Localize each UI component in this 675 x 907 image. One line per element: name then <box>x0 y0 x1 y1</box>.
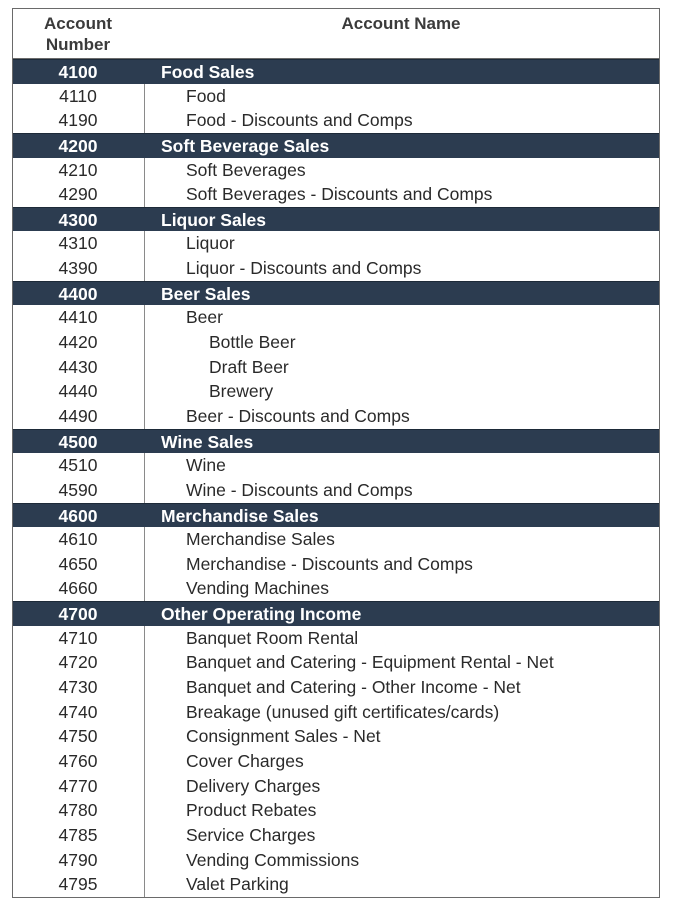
account-name: Draft Beer <box>209 356 289 377</box>
account-number: 4780 <box>58 800 98 821</box>
account-number: 4420 <box>58 332 98 353</box>
account-name: Beer - Discounts and Comps <box>186 405 410 426</box>
account-name: Vending Machines <box>186 578 330 599</box>
account-number: 4650 <box>58 553 98 574</box>
account-row <box>13 330 659 355</box>
account-name: Consignment Sales - Net <box>186 726 381 747</box>
account-row <box>13 749 659 774</box>
account-row <box>13 552 659 577</box>
account-row <box>13 379 659 404</box>
account-name: Wine - Discounts and Comps <box>186 479 413 500</box>
chart-of-accounts-table <box>12 8 660 898</box>
account-number: 4770 <box>58 775 98 796</box>
account-number: 4490 <box>58 405 98 426</box>
account-number: 4790 <box>58 849 98 870</box>
account-number-header-line1: Account <box>44 14 112 33</box>
account-number: 4390 <box>58 258 98 279</box>
account-name: Product Rebates <box>186 800 317 821</box>
account-name: Soft Beverages <box>186 159 306 180</box>
account-name: Merchandise - Discounts and Comps <box>186 553 473 574</box>
account-number: 4400 <box>58 283 98 304</box>
account-name: Food Sales <box>161 62 255 82</box>
account-number: 4110 <box>59 85 97 106</box>
account-row <box>13 700 659 725</box>
account-number: 4750 <box>58 726 98 747</box>
account-name: Vending Commissions <box>186 849 360 870</box>
account-name: Liquor - Discounts and Comps <box>186 258 422 279</box>
account-row <box>13 478 659 503</box>
account-row <box>13 798 659 823</box>
account-row <box>13 231 659 256</box>
account-row <box>13 404 659 429</box>
account-name: Soft Beverage Sales <box>161 135 330 156</box>
account-row <box>13 576 659 601</box>
account-number: 4190 <box>58 110 98 131</box>
account-row <box>13 872 659 897</box>
account-name: Service Charges <box>186 824 316 845</box>
account-number: 4300 <box>58 209 98 230</box>
account-name: Wine Sales <box>161 431 254 452</box>
account-number: 4730 <box>58 677 98 698</box>
account-number: 4700 <box>58 604 98 625</box>
account-name: Food <box>186 85 226 106</box>
account-group-row <box>13 59 659 84</box>
account-row <box>13 355 659 380</box>
group-row-divider-cover <box>143 282 146 306</box>
account-name: Wine <box>186 455 226 476</box>
account-name: Merchandise Sales <box>161 505 319 526</box>
account-number: 4660 <box>58 578 98 599</box>
account-number: 4795 <box>58 874 98 895</box>
account-name: Liquor <box>186 233 235 254</box>
table-body <box>13 59 659 897</box>
account-name: Delivery Charges <box>186 775 321 796</box>
account-number: 4210 <box>58 159 98 180</box>
account-number: 4500 <box>58 431 98 452</box>
account-row <box>13 774 659 799</box>
account-number: 4290 <box>58 184 98 205</box>
account-row <box>13 724 659 749</box>
account-number: 4710 <box>58 627 98 648</box>
account-number: 4600 <box>58 505 98 526</box>
account-name: Beer <box>186 307 223 328</box>
account-name: Banquet and Catering - Other Income - Net <box>186 677 521 698</box>
account-name: Brewery <box>209 381 274 402</box>
account-row <box>13 84 659 109</box>
account-name: Food - Discounts and Comps <box>186 110 413 131</box>
account-name: Other Operating Income <box>161 604 362 625</box>
account-name: Banquet and Catering - Equipment Rental - Net <box>186 652 554 673</box>
account-number-header-line2: Number <box>45 35 111 54</box>
account-name: Cover Charges <box>186 750 304 771</box>
account-number: 4760 <box>58 750 98 771</box>
account-number: 4590 <box>58 479 98 500</box>
group-row-divider-cover <box>143 504 146 528</box>
account-row <box>13 305 659 330</box>
account-group-row <box>13 601 659 626</box>
account-row <box>13 675 659 700</box>
group-row-divider-cover <box>143 602 146 626</box>
group-row-divider-cover <box>143 430 146 454</box>
account-number: 4410 <box>58 307 98 328</box>
account-name: Merchandise Sales <box>186 529 335 550</box>
account-row <box>13 626 659 651</box>
account-row <box>13 650 659 675</box>
group-row-divider-cover <box>143 60 146 84</box>
account-name: Beer Sales <box>161 283 251 304</box>
group-row-divider-cover <box>143 208 146 232</box>
table-header <box>13 9 659 59</box>
account-number: 4740 <box>58 701 98 722</box>
account-row <box>13 158 659 183</box>
account-group-row <box>13 429 659 454</box>
account-name: Liquor Sales <box>161 209 267 230</box>
account-row <box>13 453 659 478</box>
account-group-row <box>13 503 659 528</box>
account-row <box>13 527 659 552</box>
account-row <box>13 108 659 133</box>
account-number: 4510 <box>58 455 98 476</box>
account-name-header: Account Name <box>341 14 461 33</box>
account-row <box>13 823 659 848</box>
account-number: 4720 <box>58 652 98 673</box>
account-number: 4610 <box>58 529 98 550</box>
account-number-header <box>13 13 143 55</box>
account-number: 4440 <box>58 381 98 402</box>
account-number: 4100 <box>58 62 98 82</box>
account-number: 4200 <box>58 135 98 156</box>
account-row <box>13 182 659 207</box>
account-name: Bottle Beer <box>209 332 296 353</box>
account-name: Valet Parking <box>186 874 289 895</box>
account-name: Soft Beverages - Discounts and Comps <box>186 184 493 205</box>
account-row <box>13 256 659 281</box>
group-row-divider-cover <box>143 134 146 158</box>
account-group-row <box>13 207 659 232</box>
account-name: Banquet Room Rental <box>186 627 359 648</box>
account-group-row <box>13 133 659 158</box>
account-name: Breakage (unused gift certificates/cards) <box>186 701 500 722</box>
account-number: 4785 <box>58 824 98 845</box>
account-number: 4430 <box>58 356 98 377</box>
account-group-row <box>13 281 659 306</box>
account-number: 4310 <box>58 233 98 254</box>
account-row <box>13 848 659 873</box>
